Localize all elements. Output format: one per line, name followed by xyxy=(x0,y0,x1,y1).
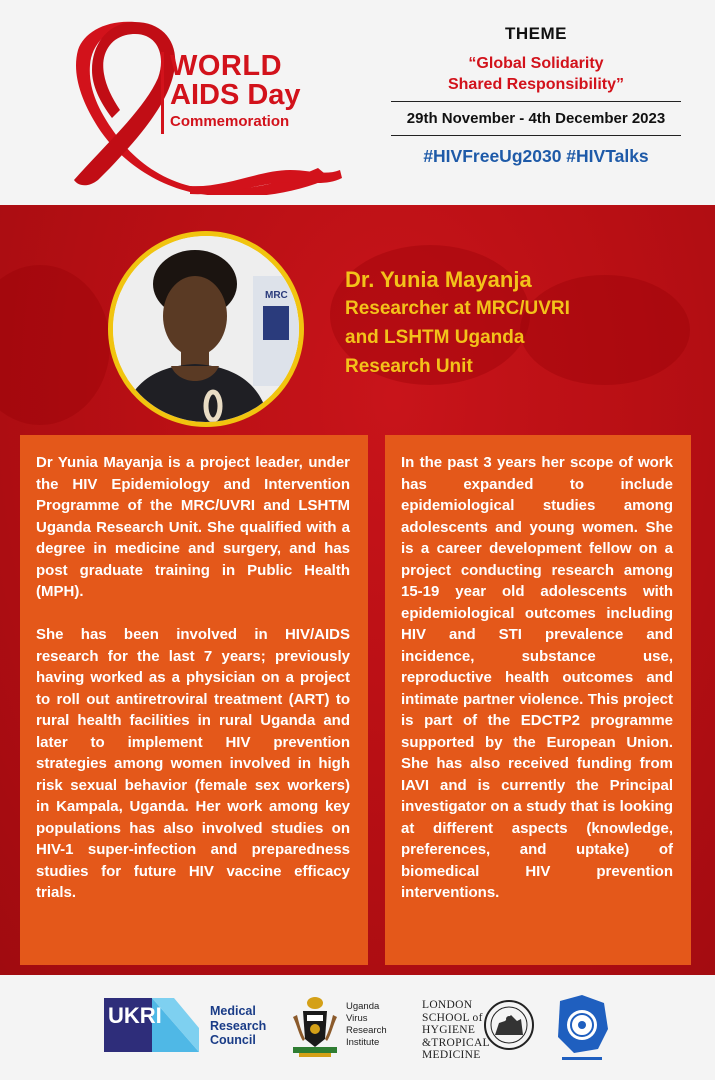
bio-column-right xyxy=(385,435,691,965)
mrc-line: Council xyxy=(210,1033,256,1047)
lshtm-seal-icon xyxy=(483,999,535,1051)
theme-box xyxy=(386,24,686,167)
theme-quote xyxy=(386,53,686,95)
ukri-logo-icon xyxy=(104,998,199,1052)
divider xyxy=(391,101,681,102)
photo-badge-text: MRC xyxy=(265,290,288,301)
theme-quote-line2: Shared Responsibility” xyxy=(447,76,625,93)
lshtm-line: SCHOOL of xyxy=(422,1011,483,1024)
hashtags: #HIVFreeUg2030 #HIVTalks xyxy=(423,146,649,166)
mrc-line: Medical xyxy=(210,1004,256,1018)
profile-role-line2: and LSHTM Uganda xyxy=(345,327,525,348)
profile-heading xyxy=(345,265,685,381)
lshtm-line: LONDON xyxy=(422,999,473,1011)
logo-world: WORLD xyxy=(170,50,283,82)
mrc-line: Research xyxy=(210,1018,267,1033)
uganda-coat-of-arms-icon xyxy=(289,995,341,1059)
theme-title: THEME xyxy=(505,24,567,43)
world-map-background xyxy=(0,265,110,425)
bio-paragraph: In the past 3 years her scope of work has expanded to include epidemiological studies among adolescents and young women. She is a career development fellow on a project conducting research among 15-19 year old adolescents with epidemiological outcomes including HIV and STI prevalence and incidence, substance use, reproductive health outcomes and intimate partner violence. This project is part of the EDCTP2 programme supported by the European Union. She has also received funding from IAVI and is currently the Principal investigator on a study that is looking at different aspects (knowledge, preferences, and uptake) of biomedical HIV prevention interventions. xyxy=(401,454,673,901)
uvri-line: Virus xyxy=(346,1013,368,1024)
lshtm-line: MEDICINE xyxy=(422,1049,481,1061)
bio-paragraph: She has been involved in HIV/AIDS research for the last 7 years; previously having worked as a physician on a project to roll out antiretroviral treatment (ART) to rural health facilities in rural Uganda and later to implement HIV prevention strategies among women involved in high risk sexual behavior (female sex workers) in Kampala, Uganda. Her work among key populations has also involved studies on HIV-1 super-infection and preparedness studies for future HIV vaccine efficacy trials. xyxy=(36,626,350,901)
ukri-logo-text: UKRI xyxy=(108,1003,162,1028)
uvri-line: Institute xyxy=(346,1037,380,1048)
lshtm-logo-text xyxy=(422,999,490,1062)
profile-role-line3: Research Unit xyxy=(345,356,473,377)
theme-quote-line1: “Global Solidarity xyxy=(468,55,604,72)
lshtm-line: HYGIENE xyxy=(422,1024,476,1036)
divider xyxy=(391,135,681,136)
bio-column-left xyxy=(20,435,368,965)
mrc-logo-text xyxy=(210,1004,266,1048)
profile-panel xyxy=(0,205,715,975)
event-logo xyxy=(170,52,301,129)
event-dates: 29th November - 4th December 2023 xyxy=(406,110,666,127)
bio-paragraph: Dr Yunia Mayanja is a project leader, under the HIV Epidemiology and Intervention Programme of the MRC/UVRI and LSHTM Uganda Research Unit. She qualified with a degree in medicine and surgery, and has post graduate training in Public Health (MPH). xyxy=(36,454,350,600)
uvri-line: Uganda xyxy=(346,1001,380,1012)
profile-photo-frame xyxy=(108,231,304,427)
profile-role-line1: Researcher at MRC/UVRI xyxy=(345,298,570,319)
person-portrait-icon xyxy=(113,236,299,422)
logo-divider xyxy=(161,52,164,134)
profile-photo xyxy=(113,236,299,422)
logo-commemoration: Commemoration xyxy=(170,113,290,130)
partner-logos-footer xyxy=(0,975,715,1080)
logo-aids-day: AIDS Day xyxy=(170,79,301,111)
lshtm-line: &TROPICAL xyxy=(422,1036,490,1049)
header xyxy=(0,0,715,205)
uvri-line: Research xyxy=(346,1025,387,1036)
uvri-logo-text xyxy=(346,1001,387,1049)
profile-name: Dr. Yunia Mayanja xyxy=(345,267,532,292)
uganda-aids-commission-icon xyxy=(552,993,612,1063)
